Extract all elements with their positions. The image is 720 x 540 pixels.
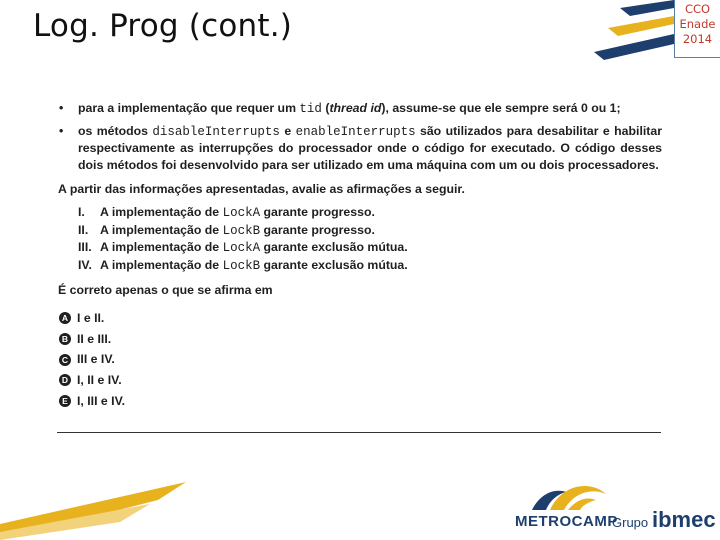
badge-line-2: Enade xyxy=(679,17,716,31)
thread-id-term: thread id xyxy=(329,101,382,115)
option-letter-icon: A xyxy=(59,312,71,324)
divider-line xyxy=(57,432,661,433)
exam-badge xyxy=(674,0,720,58)
statement-text: garante exclusão mútua. xyxy=(260,240,408,255)
question-prompt: É correto apenas o que se afirma em xyxy=(58,283,273,298)
bullet-item xyxy=(58,123,662,174)
option-text: III e IV. xyxy=(77,352,115,367)
statement-row xyxy=(78,204,662,222)
slide-title: Log. Prog (cont.) xyxy=(33,8,293,44)
statement-number: III. xyxy=(78,240,92,255)
option-text: I, III e IV. xyxy=(77,393,126,408)
statement-text: garante progresso. xyxy=(260,204,375,219)
bullet-item xyxy=(58,100,662,118)
code-lock: LockB xyxy=(222,223,261,238)
code-lock: LockB xyxy=(222,258,261,273)
code-disable-interrupts: disableInterrupts xyxy=(152,124,280,139)
code-lock: LockA xyxy=(222,241,261,256)
option-a[interactable] xyxy=(58,308,662,329)
bullet-text: são utilizados para desabilitar e habilitar respectivamente as interrupções do processador onde o código for executado. O código desses dois métodos foi desenvolvido para ser utilizado em uma máquina com um ou dois processadores. xyxy=(78,123,662,172)
option-text: I e II. xyxy=(77,310,105,325)
option-letter-icon: E xyxy=(59,395,71,407)
statement-list xyxy=(58,204,662,274)
intro-text: A partir das informações apresentadas, avalie as afirmações a seguir. xyxy=(58,182,465,197)
option-letter-icon: B xyxy=(59,333,71,345)
brand-name: METROCAMP xyxy=(515,513,618,530)
bullet-text: para a implementação que requer um xyxy=(78,101,300,115)
answer-options xyxy=(58,308,662,411)
statement-number: I. xyxy=(78,204,85,219)
bullet-dot: • xyxy=(59,123,64,138)
bullet-dot: • xyxy=(59,101,64,115)
statement-text: A implementação de xyxy=(100,204,223,219)
bullet-text: e xyxy=(279,123,296,138)
option-c[interactable] xyxy=(58,349,662,370)
bottom-decoration xyxy=(0,470,200,540)
statement-row xyxy=(78,257,662,275)
badge-line-3: 2014 xyxy=(682,32,713,46)
question-content xyxy=(58,100,662,411)
bullet-text: ), assume-se que ele sempre será 0 ou 1; xyxy=(381,101,621,115)
badge-line-1: CCO xyxy=(684,2,711,16)
option-e[interactable] xyxy=(58,391,662,412)
statement-text: A implementação de xyxy=(100,222,223,237)
code-tid: tid xyxy=(299,102,322,116)
option-letter-icon: C xyxy=(59,354,71,366)
statement-row xyxy=(78,222,662,240)
option-b[interactable] xyxy=(58,329,662,350)
group-label: Grupo xyxy=(612,515,649,530)
bullet-text: ( xyxy=(321,101,330,115)
option-text: I, II e IV. xyxy=(77,373,122,388)
statement-text: A implementação de xyxy=(100,240,223,255)
option-letter-icon: D xyxy=(59,374,71,386)
statement-number: IV. xyxy=(78,257,92,272)
bullet-text: os métodos xyxy=(78,123,153,138)
statement-text: garante progresso. xyxy=(260,222,375,237)
option-d[interactable] xyxy=(58,370,662,391)
partner-logo: ibmec xyxy=(652,507,716,532)
statement-number: II. xyxy=(78,222,89,237)
statement-text: A implementação de xyxy=(100,257,223,272)
statement-row xyxy=(78,239,662,257)
code-enable-interrupts: enableInterrupts xyxy=(295,124,416,139)
code-lock: LockA xyxy=(222,205,261,220)
option-text: II e III. xyxy=(77,331,112,346)
statement-text: garante exclusão mútua. xyxy=(260,257,408,272)
